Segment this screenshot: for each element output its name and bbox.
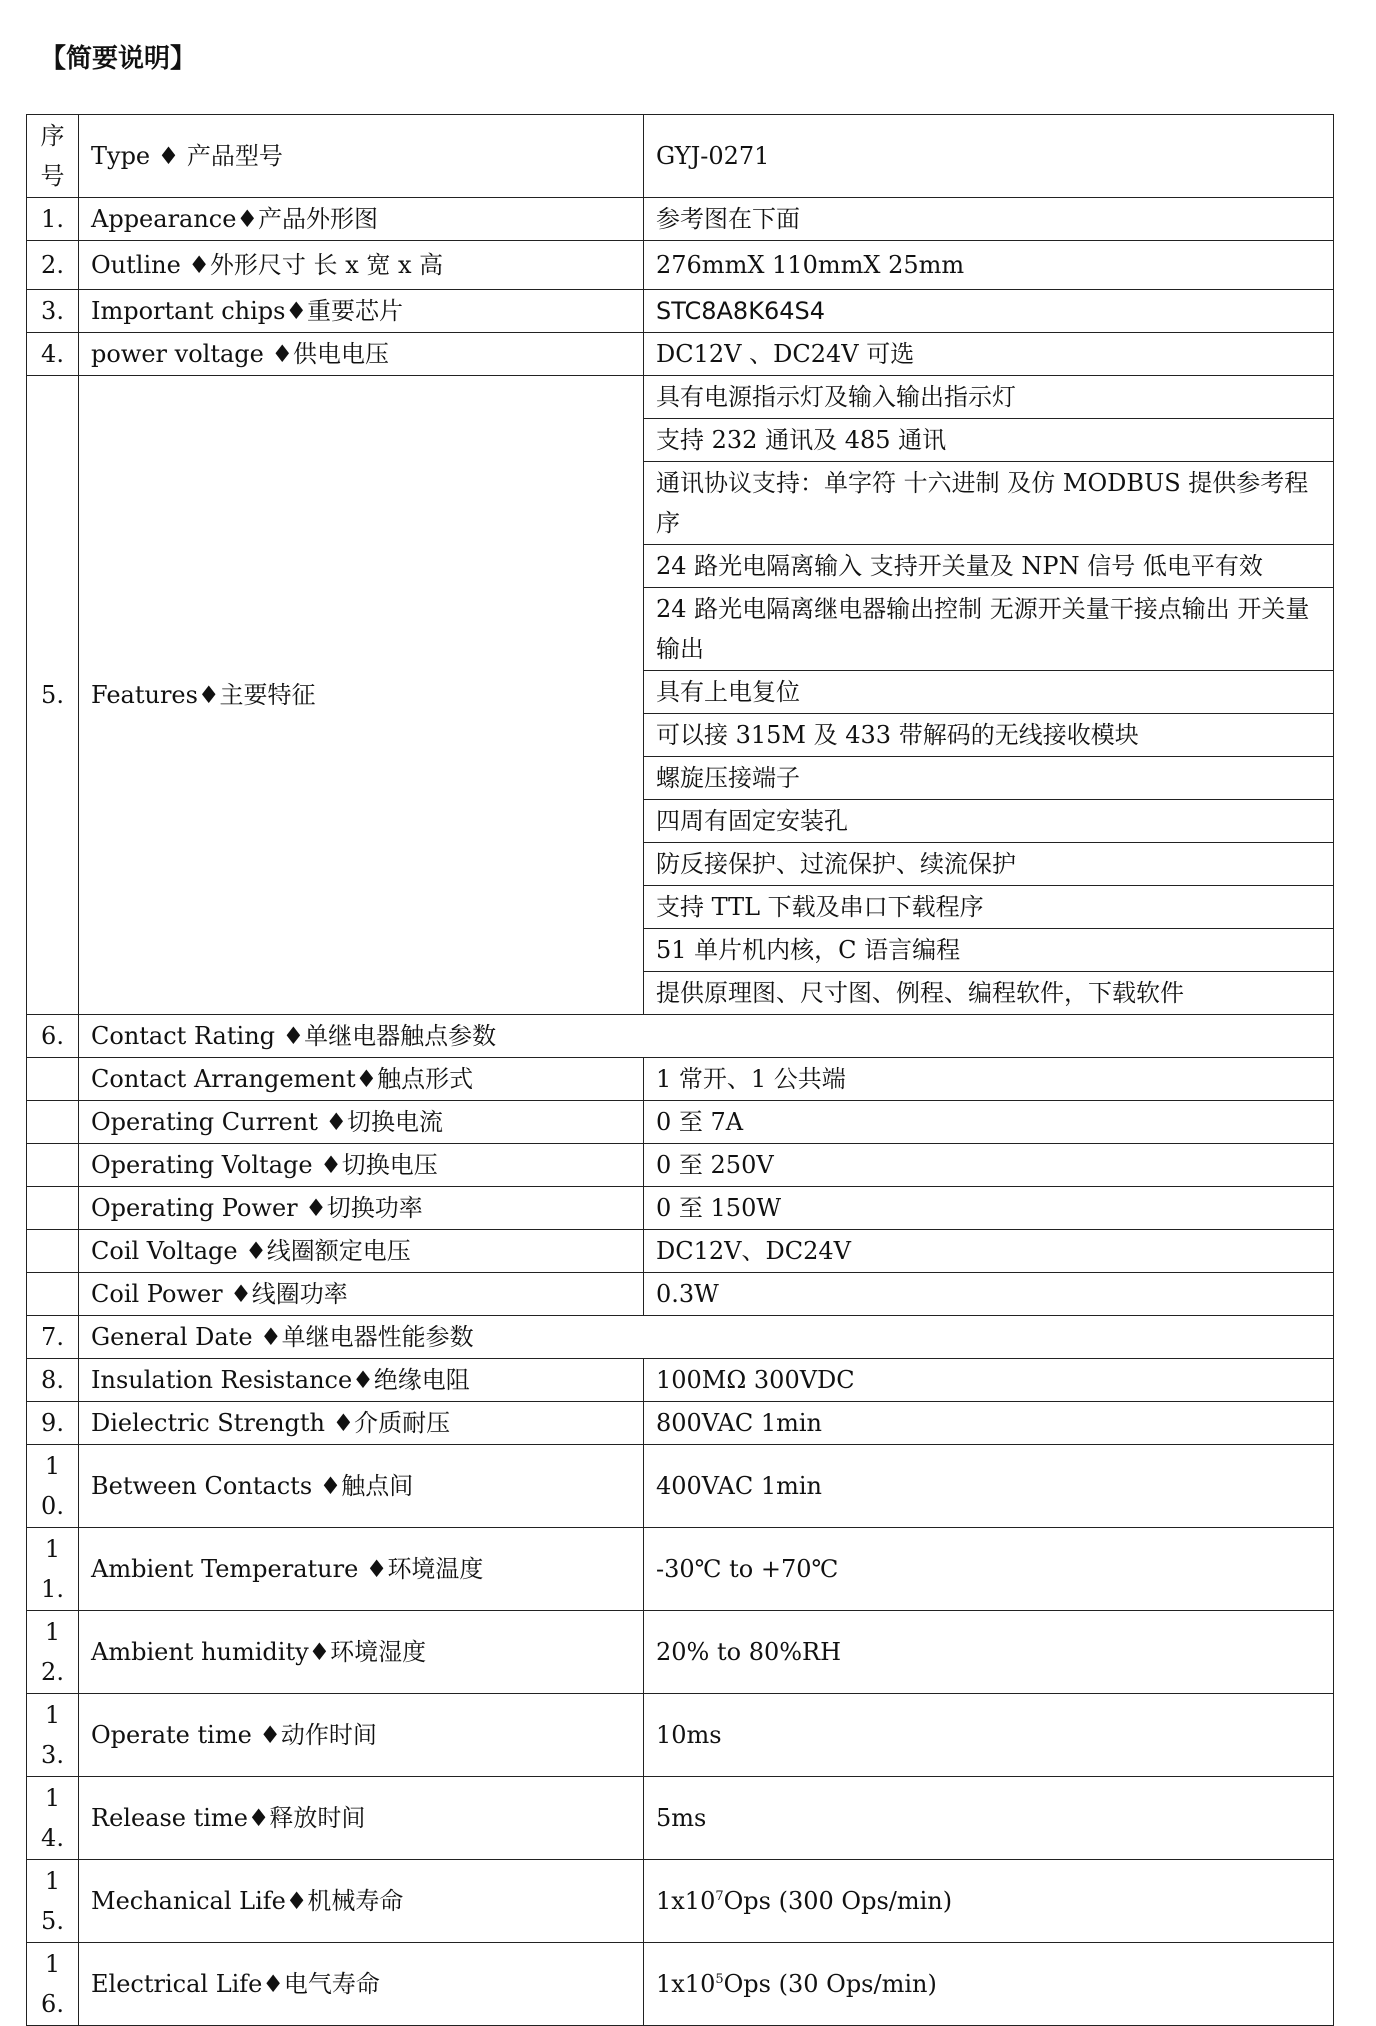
header-no: 序号: [27, 115, 79, 198]
row-value: 0 至 7A: [644, 1101, 1334, 1144]
row-item: Coil Power ♦线圈功率: [79, 1273, 644, 1316]
row-item: Ambient Temperature ♦环境温度: [79, 1528, 644, 1611]
row-item: power voltage ♦供电电压: [79, 333, 644, 376]
row-no-empty: [27, 1101, 79, 1144]
row-item: Insulation Resistance♦绝缘电阻: [79, 1359, 644, 1402]
feature-value: 四周有固定安装孔: [644, 800, 1334, 843]
row-item: Coil Voltage ♦线圈额定电压: [79, 1230, 644, 1273]
features-no: 5.: [27, 376, 79, 1015]
table-header-row: [27, 115, 1334, 198]
feature-value: 螺旋压接端子: [644, 757, 1334, 800]
row-no: 12.: [27, 1611, 79, 1694]
row-value: [644, 1943, 1334, 2026]
row-item: Between Contacts ♦触点间: [79, 1445, 644, 1528]
row-no: 2.: [27, 241, 79, 290]
row-no-empty: [27, 1187, 79, 1230]
header-value: GYJ-0271: [644, 115, 1334, 198]
row-item: Release time♦释放时间: [79, 1777, 644, 1860]
feature-value: 提供原理图、尺寸图、例程、编程软件，下载软件: [644, 972, 1334, 1015]
row-no: 16.: [27, 1943, 79, 2026]
feature-value: 51 单片机内核，C 语言编程: [644, 929, 1334, 972]
table-row: [27, 290, 1334, 333]
row-value: 0 至 150W: [644, 1187, 1334, 1230]
row-item: Important chips♦重要芯片: [79, 290, 644, 333]
feature-value: 支持 TTL 下载及串口下载程序: [644, 886, 1334, 929]
table-row: [27, 1230, 1334, 1273]
section-title: General Date ♦单继电器性能参数: [79, 1316, 1334, 1359]
spec-table: [26, 114, 1334, 2026]
row-no: 11.: [27, 1528, 79, 1611]
row-item: Electrical Life♦电气寿命: [79, 1943, 644, 2026]
table-row: [27, 1402, 1334, 1445]
row-no-empty: [27, 1058, 79, 1101]
table-row: [27, 1273, 1334, 1316]
row-item: Operating Current ♦切换电流: [79, 1101, 644, 1144]
table-row: [27, 1445, 1334, 1528]
row-no: 15.: [27, 1860, 79, 1943]
feature-value: 具有电源指示灯及输入输出指示灯: [644, 376, 1334, 419]
life-base: 1x10: [656, 1887, 716, 1915]
row-item: Operate time ♦动作时间: [79, 1694, 644, 1777]
table-row: [27, 1101, 1334, 1144]
feature-value: 可以接 315M 及 433 带解码的无线接收模块: [644, 714, 1334, 757]
row-no-empty: [27, 1230, 79, 1273]
feature-value: 防反接保护、过流保护、续流保护: [644, 843, 1334, 886]
row-no: 10.: [27, 1445, 79, 1528]
life-base: 1x10: [656, 1970, 716, 1998]
row-no: 1.: [27, 198, 79, 241]
row-item: Appearance♦产品外形图: [79, 198, 644, 241]
section-heading: 【简要说明】: [40, 44, 197, 74]
row-value: 0.3W: [644, 1273, 1334, 1316]
feature-value: 24 路光电隔离输入 支持开关量及 NPN 信号 低电平有效: [644, 545, 1334, 588]
table-row: [27, 1144, 1334, 1187]
row-value: 20% to 80%RH: [644, 1611, 1334, 1694]
feature-value: 通讯协议支持：单字符 十六进制 及仿 MODBUS 提供参考程序: [644, 462, 1334, 545]
row-value: [644, 1860, 1334, 1943]
row-value: 1 常开、1 公共端: [644, 1058, 1334, 1101]
row-no-empty: [27, 1273, 79, 1316]
row-item: Mechanical Life♦机械寿命: [79, 1860, 644, 1943]
table-row: [27, 333, 1334, 376]
features-label: Features♦主要特征: [79, 376, 644, 1015]
row-item: Operating Voltage ♦切换电压: [79, 1144, 644, 1187]
row-item: Dielectric Strength ♦介质耐压: [79, 1402, 644, 1445]
row-no: 4.: [27, 333, 79, 376]
row-value: 0 至 250V: [644, 1144, 1334, 1187]
feature-value: 支持 232 通讯及 485 通讯: [644, 419, 1334, 462]
row-item: Ambient humidity♦环境湿度: [79, 1611, 644, 1694]
row-no: 6.: [27, 1015, 79, 1058]
row-value: 400VAC 1min: [644, 1445, 1334, 1528]
row-value: STC8A8K64S4: [644, 290, 1334, 333]
life-rest: Ops (30 Ops/min): [723, 1970, 937, 1998]
section-row: [27, 1316, 1334, 1359]
row-value: DC12V、DC24V: [644, 1230, 1334, 1273]
table-row: [27, 1187, 1334, 1230]
life-exponent: 5: [715, 1972, 724, 1987]
row-value: 100MΩ 300VDC: [644, 1359, 1334, 1402]
row-value: 10ms: [644, 1694, 1334, 1777]
table-row: [27, 198, 1334, 241]
row-item: Contact Arrangement♦触点形式: [79, 1058, 644, 1101]
table-row: [27, 1943, 1334, 2026]
table-row: [27, 1528, 1334, 1611]
row-item: Outline ♦外形尺寸 长 x 宽 x 高: [79, 241, 644, 290]
table-row: [27, 1611, 1334, 1694]
table-row: [27, 1058, 1334, 1101]
row-value: DC12V 、DC24V 可选: [644, 333, 1334, 376]
features-row: [27, 376, 1334, 419]
table-row: [27, 241, 1334, 290]
feature-value: 具有上电复位: [644, 671, 1334, 714]
row-no: 3.: [27, 290, 79, 333]
feature-value: 24 路光电隔离继电器输出控制 无源开关量干接点输出 开关量输出: [644, 588, 1334, 671]
row-item: Operating Power ♦切换功率: [79, 1187, 644, 1230]
row-value: 5ms: [644, 1777, 1334, 1860]
table-row: [27, 1777, 1334, 1860]
row-no: 9.: [27, 1402, 79, 1445]
table-row: [27, 1694, 1334, 1777]
row-no: 14.: [27, 1777, 79, 1860]
section-title: Contact Rating ♦单继电器触点参数: [79, 1015, 1334, 1058]
life-rest: Ops (300 Ops/min): [723, 1887, 953, 1915]
row-value: 800VAC 1min: [644, 1402, 1334, 1445]
life-exponent: 7: [715, 1889, 724, 1904]
row-no: 7.: [27, 1316, 79, 1359]
row-no: 13.: [27, 1694, 79, 1777]
row-no-empty: [27, 1144, 79, 1187]
row-value: 参考图在下面: [644, 198, 1334, 241]
table-row: [27, 1860, 1334, 1943]
header-item: Type ♦ 产品型号: [79, 115, 644, 198]
section-row: [27, 1015, 1334, 1058]
row-no: 8.: [27, 1359, 79, 1402]
row-value: 276mmX 110mmX 25mm: [644, 241, 1334, 290]
table-row: [27, 1359, 1334, 1402]
row-value: -30℃ to +70℃: [644, 1528, 1334, 1611]
